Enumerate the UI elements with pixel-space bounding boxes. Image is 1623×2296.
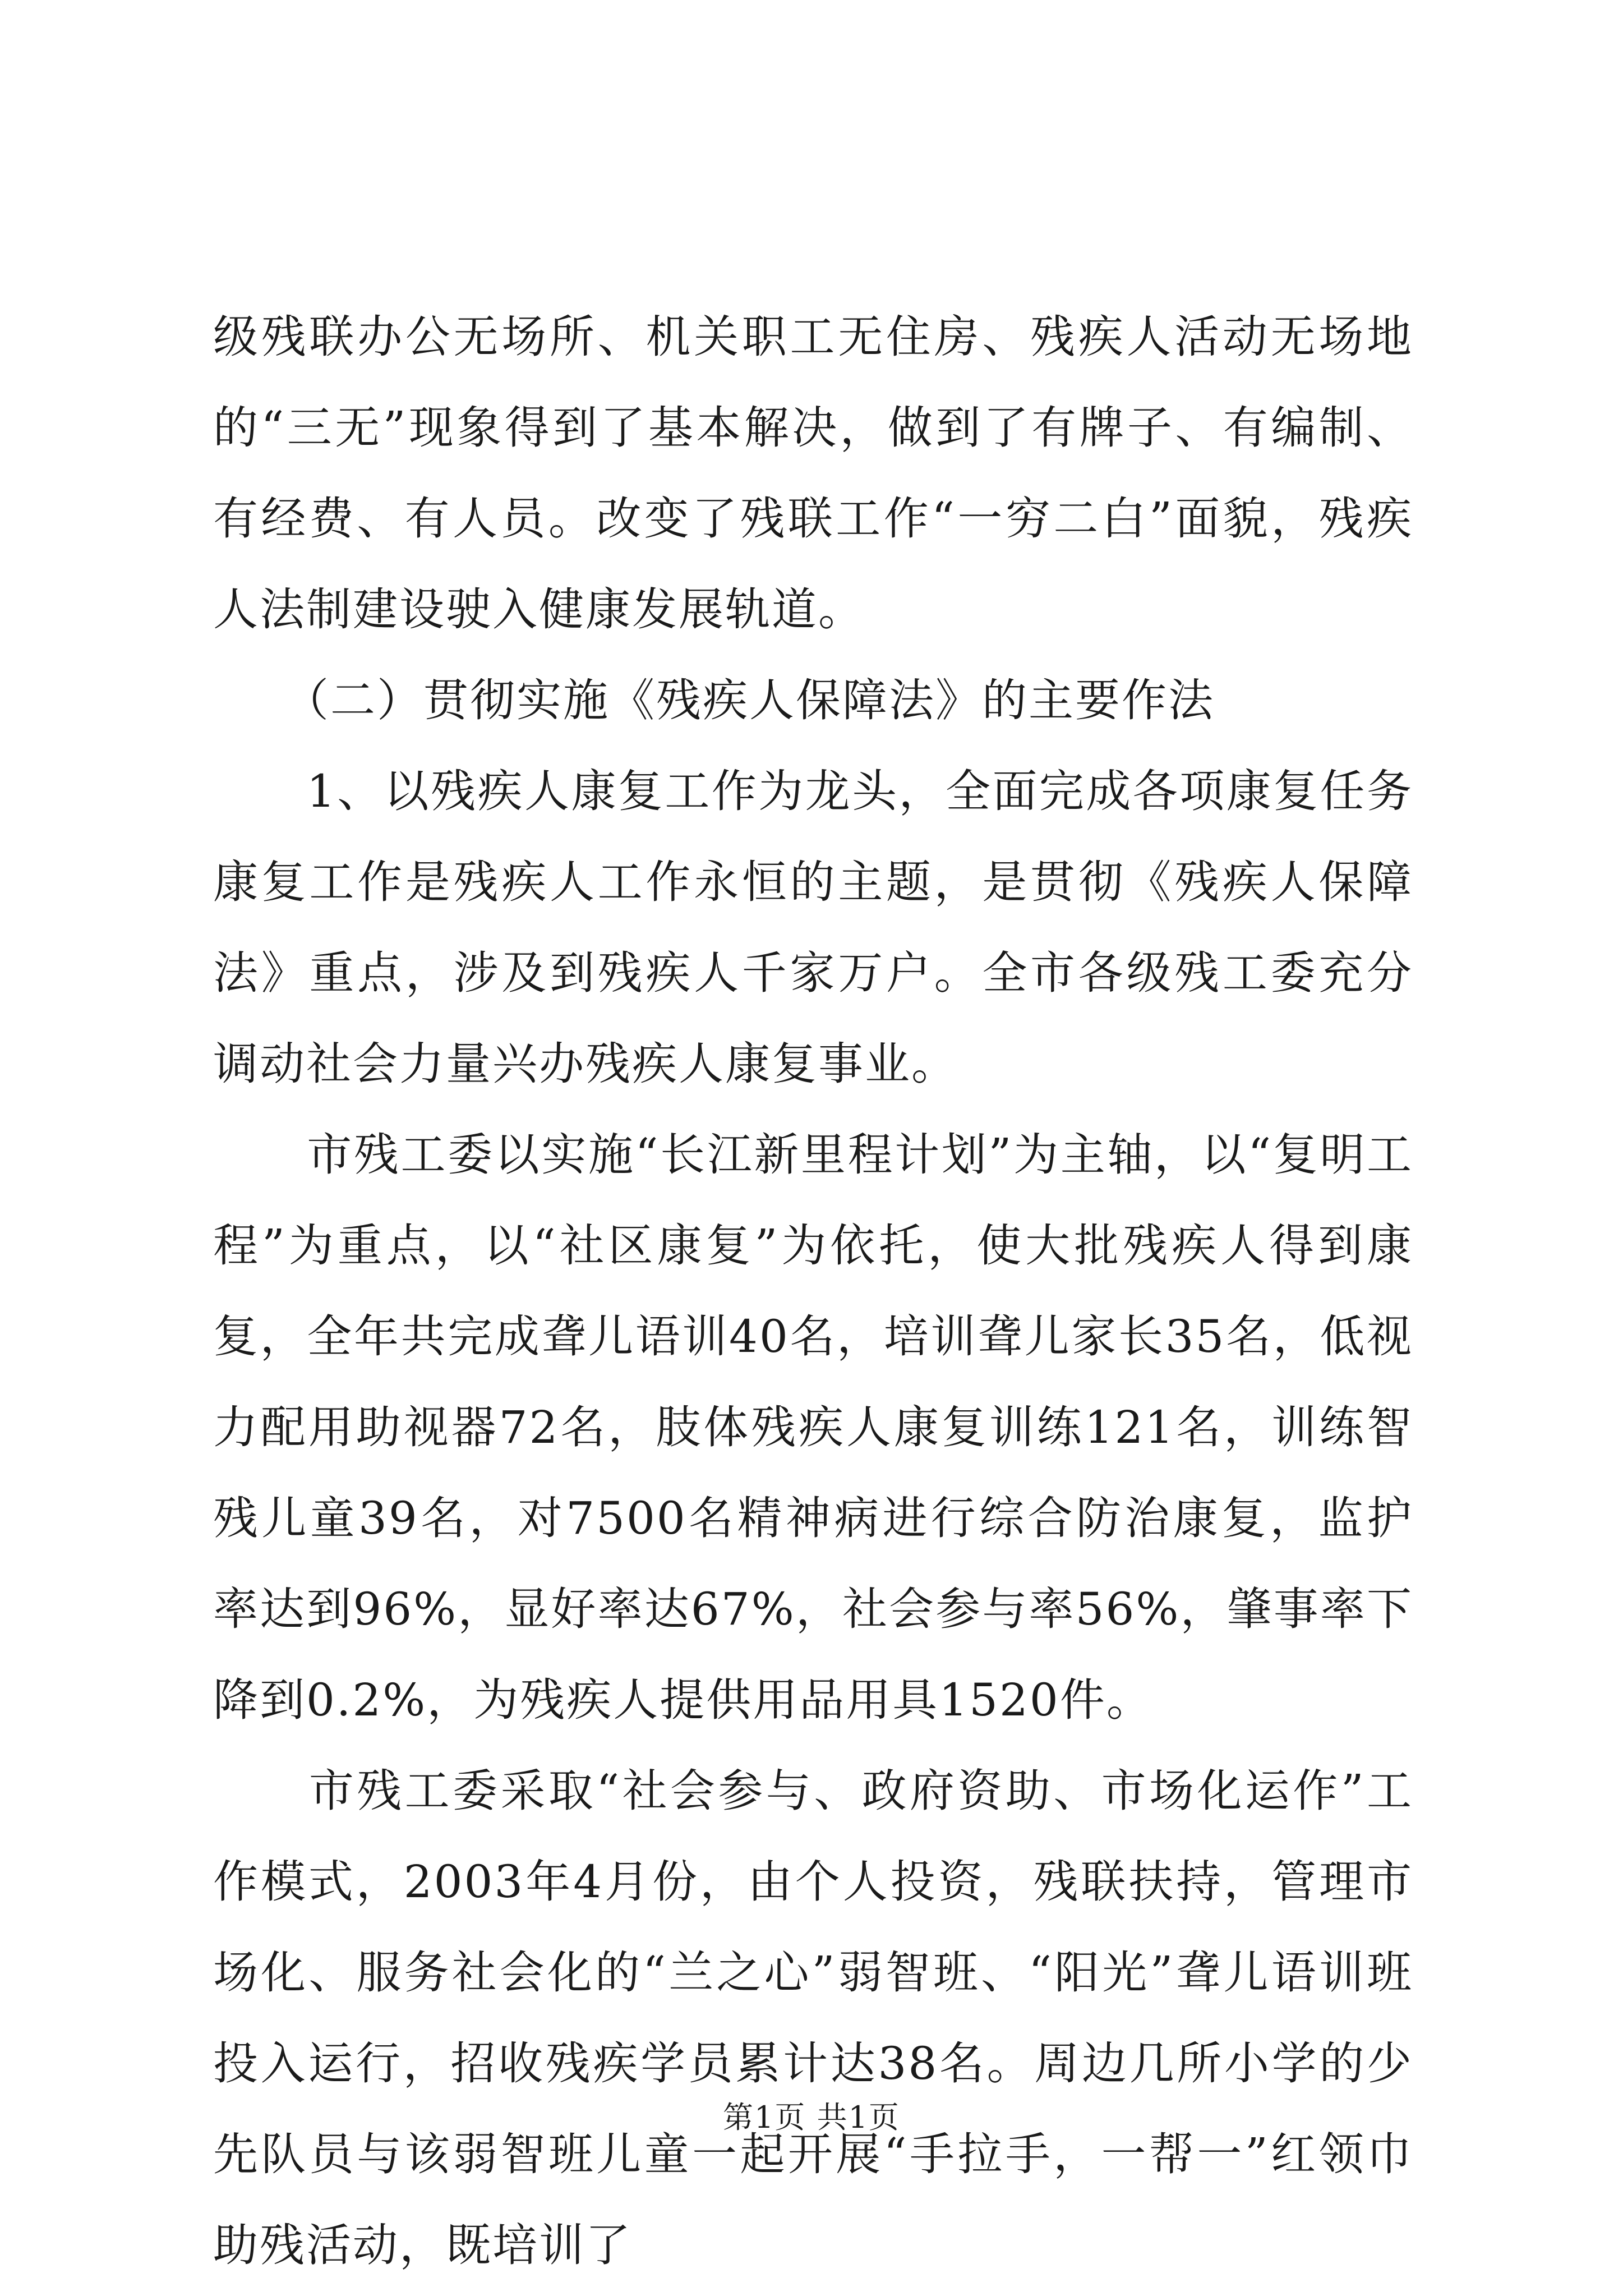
section-heading: （二）贯彻实施《残疾人保障法》的主要作法: [213, 674, 1215, 726]
paragraph-rehab-statistics: 市残工委以实施“长江新里程计划”为主轴，以“复明工程”为重点，以“社区康复”为依托，使大批残疾人得到康复，全年共完成聋儿语训40名，培训聋儿家长35名，低视力配用助视器72名，肢体残疾人康复训练121名，训练智残儿童39名，对7500名精神病进行综合防治康复，监护率达到96%，显好率达67%，社会参与率56%，肇事率下降到0.2%，为残疾人提供用品用具1520件。: [213, 1129, 1413, 1726]
paragraph-rehab-overview: 1、以残疾人康复工作为龙头，全面完成各项康复任务康复工作是残疾人工作永恒的主题，是贯彻《残疾人保障法》重点，涉及到残疾人千家万户。全市各级残工委充分调动社会力量兴办残疾人康复事业。: [213, 765, 1413, 1090]
paragraph-social-participation: 市残工委采取“社会参与、政府资助、市场化运作”工作模式，2003年4月份，由个人投资，残联扶持，管理市场化、服务社会化的“兰之心”弱智班、“阳光”聋儿语训班投入运行，招收残疾学员累计达38名。周边几所小学的少先队员与该弱智班儿童一起开展“手拉手，一帮一”红领巾助残活动，既培训了: [213, 1765, 1413, 2271]
document-body: [213, 292, 1413, 2291]
page-number-footer: 第1页 共1页: [723, 2100, 900, 2135]
paragraph-continuation: 级残联办公无场所、机关职工无住房、残疾人活动无场地的“三无”现象得到了基本解决，做到了有牌子、有编制、有经费、有人员。改变了残联工作“一穷二白”面貌，残疾人法制建设驶入健康发展轨道。: [213, 311, 1413, 636]
